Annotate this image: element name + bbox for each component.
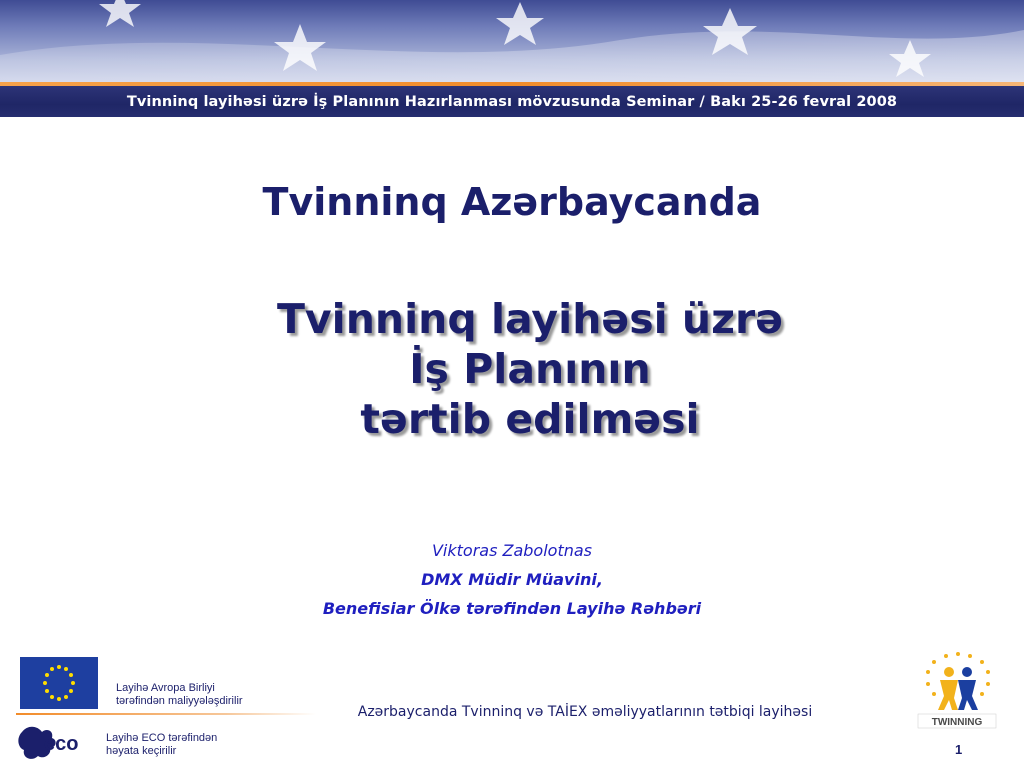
eco-logo: [14, 718, 100, 768]
slide-subtitle: [180, 294, 880, 444]
seminar-title: Tvinninq layihəsi üzrə İş Planının Hazırlanması mövzusunda Seminar / Bakı 25-26 fevral 2008: [126, 93, 898, 110]
main-title: Tvinninq Azərbaycanda: [262, 180, 762, 224]
author-role: Benefisiar Ölkə tərəfindən Layihə Rəhbəri: [322, 599, 702, 618]
subtitle-line: İş Planının: [409, 345, 651, 393]
banner-stars-graphic: [0, 0, 1024, 86]
header-banner: [0, 0, 1024, 86]
eco-implementation-line: həyata keçirilir: [106, 745, 177, 757]
eco-logo-text: eco: [44, 733, 79, 755]
eu-funding-text: [116, 682, 243, 708]
twinning-figures-icon: [914, 650, 1000, 730]
eu-stars-icon: [20, 657, 98, 709]
eco-implementation-text: [106, 732, 217, 758]
footer-divider: [16, 713, 316, 715]
eu-funding-line: Layihə Avropa Birliyi: [116, 682, 215, 694]
twinning-logo-text: TWINNING: [931, 717, 983, 728]
author-position: DMX Müdir Müavini,: [421, 570, 603, 589]
twinning-logo: [914, 650, 1000, 730]
eu-funding-line: tərəfindən maliyyələşdirilir: [116, 695, 243, 707]
seminar-title-bar: [0, 86, 1024, 117]
eu-flag-logo: [20, 657, 98, 709]
page-number: 1: [955, 742, 963, 757]
author-block: [0, 536, 1024, 623]
author-name: Viktoras Zabolotnas: [431, 541, 593, 560]
subtitle-line: Tvinninq layihəsi üzrə: [276, 295, 784, 343]
europe-map-icon: [14, 718, 100, 768]
eco-implementation-line: Layihə ECO tərəfindən: [106, 732, 218, 744]
project-description: Azərbaycanda Tvinninq və TAİEX əməliyyatlarının tətbiqi layihəsi: [357, 704, 813, 720]
subtitle-line: tərtib edilməsi: [360, 395, 700, 443]
